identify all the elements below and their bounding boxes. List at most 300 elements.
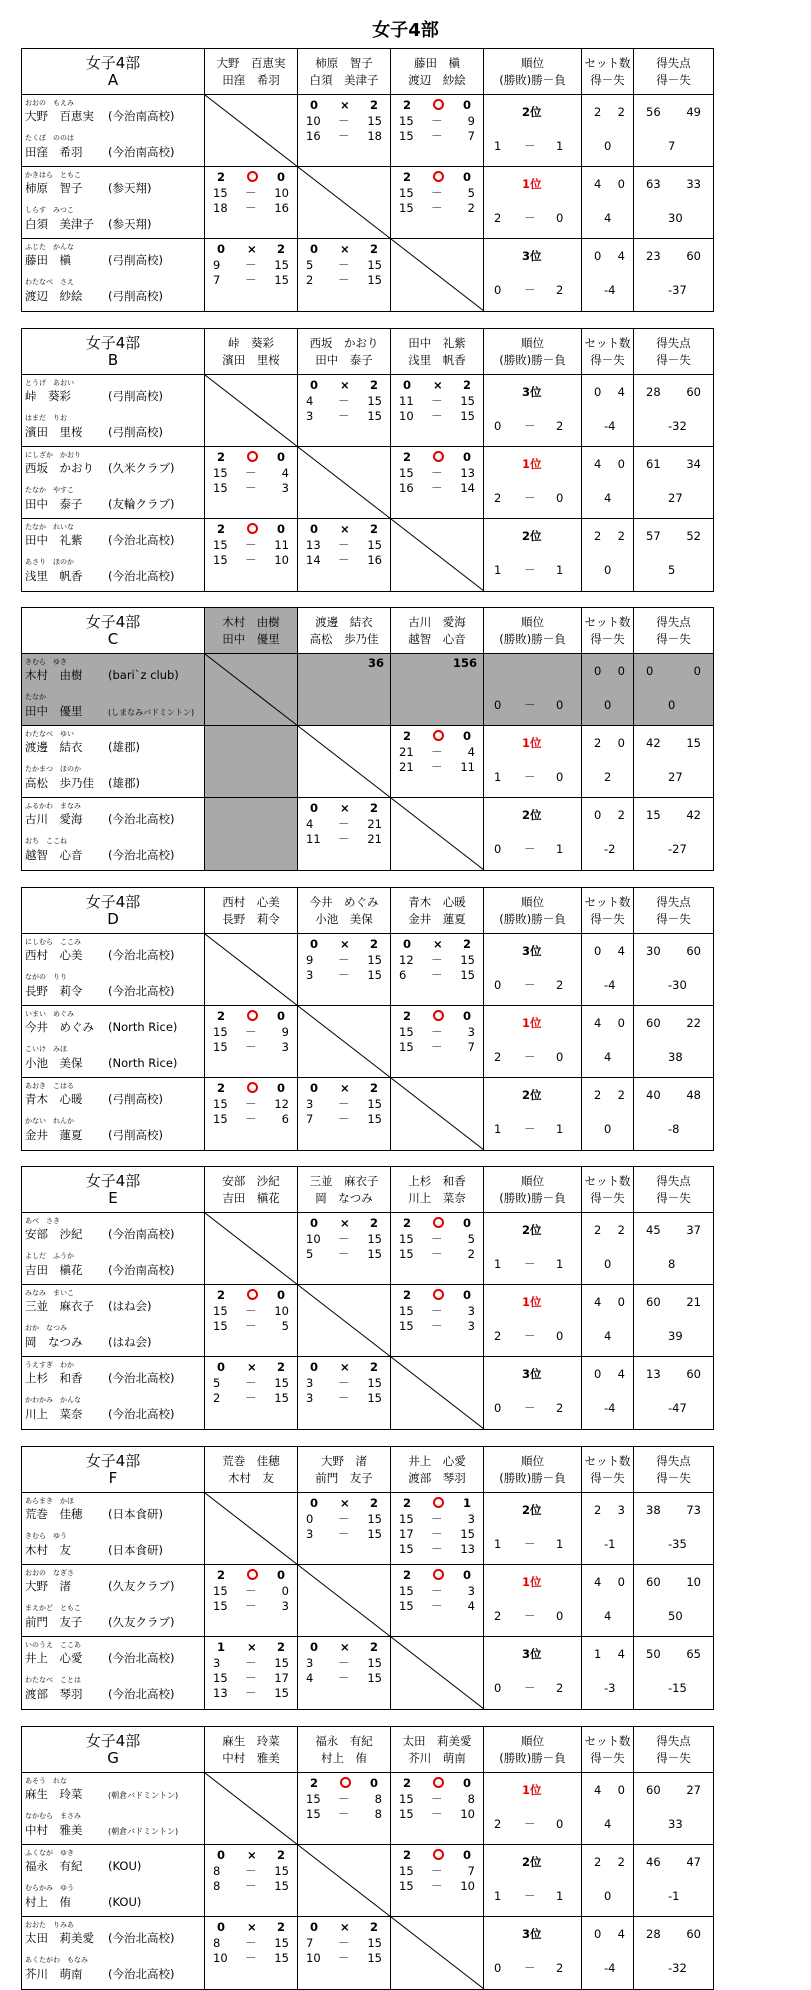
game-score-own: 15 xyxy=(399,1807,414,1821)
game-score-opp: 15 xyxy=(274,1376,289,1390)
set-score-opp: 2 xyxy=(369,801,378,815)
game-dash: － xyxy=(245,1319,257,1333)
game-score-own: 15 xyxy=(399,1025,414,1039)
pair-cell xyxy=(22,1845,205,1917)
group-title-cell xyxy=(22,1447,205,1493)
game-dash: － xyxy=(431,1512,443,1526)
set-score-opp: 2 xyxy=(369,1360,378,1374)
game-score-opp: 9 xyxy=(281,1025,289,1039)
game-dash: － xyxy=(431,1864,443,1878)
game-dash: － xyxy=(431,1807,443,1821)
diagonal-stroke xyxy=(205,375,297,446)
record-dash: － xyxy=(524,139,536,153)
furigana-2: たくぼ ののは xyxy=(25,134,74,142)
set-score-opp: 2 xyxy=(369,1216,378,1230)
opponent-name-2: 小池 美保 xyxy=(315,911,373,926)
match-result xyxy=(298,654,391,726)
game-score-opp: 15 xyxy=(367,1391,382,1405)
game-score-opp: 7 xyxy=(467,1040,475,1054)
set-score-own: 2 xyxy=(217,1009,226,1023)
game-dash: － xyxy=(338,1376,350,1390)
opponent-name-2: 白須 美津子 xyxy=(309,72,379,87)
opponent-name-1: 西村 心美 xyxy=(222,894,280,909)
furigana-1: あそう れな xyxy=(25,1777,67,1785)
game-score-own: 2 xyxy=(213,1391,221,1405)
win-circle-icon xyxy=(433,1217,444,1228)
points-against: 49 xyxy=(686,105,701,119)
set-score-opp: 2 xyxy=(276,1920,285,1934)
game-score-opp: 15 xyxy=(367,1527,382,1541)
sets-diff: 4 xyxy=(604,1817,612,1831)
wins-count: 1 xyxy=(494,1537,502,1551)
diagonal-stroke xyxy=(205,1773,297,1844)
losses-count: 2 xyxy=(556,1401,564,1415)
game-dash: － xyxy=(338,114,350,128)
player-name-1: 青木 心暖 xyxy=(25,1092,83,1106)
loss-mark: × xyxy=(247,1920,257,1934)
furigana-2: ながの りり xyxy=(25,973,67,981)
points-for: 28 xyxy=(646,385,661,399)
set-score-own: 2 xyxy=(403,1216,412,1230)
game-score-own: 5 xyxy=(213,1376,221,1390)
diagonal-stroke xyxy=(205,654,297,725)
wins-count: 0 xyxy=(494,698,502,712)
team-name-1: (bari`z club) xyxy=(108,668,179,682)
match-result xyxy=(298,934,391,1006)
sets-won: 0 xyxy=(594,944,602,958)
loss-mark: × xyxy=(340,522,350,536)
group-title-cell xyxy=(22,1727,205,1773)
set-score-own: 0 xyxy=(310,1360,319,1374)
win-circle-icon xyxy=(247,1082,258,1093)
points-for: 45 xyxy=(646,1223,661,1237)
sets-header xyxy=(582,49,634,95)
set-score-opp: 0 xyxy=(462,1009,471,1023)
game-dash: － xyxy=(245,481,257,495)
loss-mark: × xyxy=(247,1640,257,1654)
rank-header-bottom: (勝敗)勝－負 xyxy=(499,72,566,87)
opponent-header xyxy=(298,49,391,95)
game-score-own: 7 xyxy=(306,1112,314,1126)
player-name-1: 西村 心美 xyxy=(25,948,83,962)
opponent-name-2: 中村 雅美 xyxy=(222,1750,280,1765)
points-against: 60 xyxy=(686,385,701,399)
sets-header xyxy=(582,608,634,654)
sets-diff: -1 xyxy=(604,1537,616,1551)
opponent-header xyxy=(298,329,391,375)
game-dash: － xyxy=(431,1040,443,1054)
game-score-opp: 15 xyxy=(367,1112,382,1126)
game-dash: － xyxy=(245,466,257,480)
player-name-2: 金井 蓮夏 xyxy=(25,1128,83,1142)
opponent-header xyxy=(205,888,298,934)
wins-count: 2 xyxy=(494,491,502,505)
opponent-name-2: 濱田 里桜 xyxy=(222,352,280,367)
points-against: 60 xyxy=(686,249,701,263)
diagonal-line xyxy=(298,1845,390,1916)
record-dash: － xyxy=(524,283,536,297)
rank-cell xyxy=(484,519,582,591)
losses-count: 0 xyxy=(556,211,564,225)
sets-lost: 4 xyxy=(617,1647,625,1661)
points-diff: 5 xyxy=(668,563,676,577)
game-score-own: 15 xyxy=(213,466,228,480)
group-table xyxy=(21,607,714,871)
opponent-name-1: 太田 莉美愛 xyxy=(402,1733,472,1748)
game-score-own: 3 xyxy=(213,1656,221,1670)
team-name-1: (日本食研) xyxy=(108,1507,163,1521)
points-for: 63 xyxy=(646,177,661,191)
record-dash: － xyxy=(524,1329,536,1343)
rank-text: 3位 xyxy=(522,249,542,263)
rank-text: 3位 xyxy=(522,1367,542,1381)
game-dash: － xyxy=(245,201,257,215)
rank-cell xyxy=(484,375,582,447)
game-score-own: 3 xyxy=(306,968,314,982)
group-title: 女子4部 xyxy=(85,53,141,72)
set-score-opp: 2 xyxy=(276,1640,285,1654)
group-title: 女子4部 xyxy=(85,1171,141,1190)
match-result xyxy=(391,167,484,239)
team-name-1: (今治北高校) xyxy=(108,1931,175,1945)
sets-diff: 0 xyxy=(604,563,612,577)
points-cell xyxy=(634,1637,713,1709)
sets-lost: 2 xyxy=(617,1855,625,1869)
rank-cell xyxy=(484,239,582,311)
game-score-own: 7 xyxy=(306,1936,314,1950)
set-score-opp: 0 xyxy=(462,729,471,743)
sets-cell xyxy=(582,447,634,519)
match-result xyxy=(205,1845,298,1917)
pair-cell xyxy=(22,1078,205,1150)
game-score-opp: 11 xyxy=(274,538,289,552)
match-result xyxy=(298,375,391,447)
game-dash: － xyxy=(245,1936,257,1950)
opponent-header xyxy=(391,49,484,95)
sets-header-bottom: 得－失 xyxy=(590,631,625,646)
points-cell xyxy=(634,1357,713,1429)
game-score-opp: 15 xyxy=(274,1951,289,1965)
losses-count: 2 xyxy=(556,1681,564,1695)
team-name-1: (今治北高校) xyxy=(108,948,175,962)
game-score-opp: 4 xyxy=(281,466,289,480)
group-title: 女子4部 xyxy=(85,892,141,911)
furigana-2: わたなべ ことは xyxy=(25,1676,81,1684)
pair-cell xyxy=(22,1357,205,1429)
rank-header xyxy=(484,49,582,95)
furigana-2: はまだ りお xyxy=(25,414,67,422)
diagonal-line xyxy=(391,239,483,311)
game-score-opp: 7 xyxy=(467,129,475,143)
win-circle-icon xyxy=(433,1289,444,1300)
furigana-1: ふるかわ まなみ xyxy=(25,802,81,810)
points-header-bottom: 得－失 xyxy=(656,352,691,367)
game-score-own: 16 xyxy=(399,481,414,495)
points-diff: -1 xyxy=(668,1889,680,1903)
furigana-2: わたなべ さえ xyxy=(25,278,74,286)
team-name-2: (参天翔) xyxy=(108,217,152,231)
player-name-1: 麻生 玲菜 xyxy=(25,1787,83,1801)
pair-cell xyxy=(22,1637,205,1709)
set-score-own: 0 xyxy=(310,1216,319,1230)
diagonal-cell xyxy=(391,1357,484,1429)
player-name-2: 芥川 萌南 xyxy=(25,1967,83,1981)
team-name-1: (今治北高校) xyxy=(108,1371,175,1385)
game-score-own: 10 xyxy=(306,114,321,128)
game-score-opp: 9 xyxy=(467,114,475,128)
furigana-2: むらかみ ゆう xyxy=(25,1884,74,1892)
game-score-own: 15 xyxy=(213,1671,228,1685)
opponent-header xyxy=(391,888,484,934)
set-score-own: 2 xyxy=(403,1009,412,1023)
furigana-1: あらまき かほ xyxy=(25,1497,74,1505)
points-header xyxy=(634,1727,713,1773)
losses-count: 1 xyxy=(556,1257,564,1271)
points-header-bottom: 得－失 xyxy=(656,911,691,926)
team-name-1: (今治北高校) xyxy=(108,533,175,547)
pair-cell xyxy=(22,167,205,239)
sets-diff: -4 xyxy=(604,1961,616,1975)
sets-lost: 4 xyxy=(617,385,625,399)
player-name-2: 濱田 里桜 xyxy=(25,425,83,439)
points-cell xyxy=(634,1078,713,1150)
diagonal-line xyxy=(205,1773,297,1844)
game-score-own: 2 xyxy=(306,273,314,287)
game-dash: － xyxy=(431,1879,443,1893)
points-cell xyxy=(634,95,713,167)
sets-cell xyxy=(582,654,634,726)
set-score-own: 0 xyxy=(310,937,319,951)
rank-text: 2位 xyxy=(522,808,542,822)
group-letter: A xyxy=(107,70,119,89)
set-score-opp: 2 xyxy=(276,1848,285,1862)
wins-count: 1 xyxy=(494,563,502,577)
sets-header-bottom: 得－失 xyxy=(590,352,625,367)
sets-won: 1 xyxy=(594,1647,602,1661)
losses-count: 1 xyxy=(556,139,564,153)
loss-mark: × xyxy=(340,801,350,815)
wins-count: 0 xyxy=(494,1681,502,1695)
game-dash: － xyxy=(245,1686,257,1700)
game-dash: － xyxy=(431,394,443,408)
match-result xyxy=(205,239,298,311)
rank-text: 2位 xyxy=(522,105,542,119)
losses-count: 1 xyxy=(556,563,564,577)
team-name-1: (弓削高校) xyxy=(108,389,163,403)
wins-count: 1 xyxy=(494,1257,502,1271)
group-letter: C xyxy=(107,629,119,648)
wins-count: 1 xyxy=(494,139,502,153)
rank-header-bottom: (勝敗)勝－負 xyxy=(499,1190,566,1205)
win-circle-icon xyxy=(433,171,444,182)
sets-diff: 4 xyxy=(604,1609,612,1623)
game-dash: － xyxy=(245,186,257,200)
match-result xyxy=(298,1213,391,1285)
game-dash: － xyxy=(338,1951,350,1965)
points-for: 60 xyxy=(646,1295,661,1309)
player-name-1: 峠 葵彩 xyxy=(25,389,71,403)
team-name-2: (はね会) xyxy=(108,1335,152,1349)
game-score-opp: 8 xyxy=(467,1792,475,1806)
sets-header-top: セット数 xyxy=(584,1733,631,1748)
points-cell xyxy=(634,934,713,1006)
set-score-own: 0 xyxy=(217,1920,226,1934)
set-score-opp: 0 xyxy=(462,1776,471,1790)
game-score-opp: 15 xyxy=(460,953,475,967)
diagonal-line xyxy=(205,1493,297,1564)
sets-header xyxy=(582,1727,634,1773)
rank-cell xyxy=(484,1773,582,1845)
opponent-name-1: 古川 愛海 xyxy=(408,614,466,629)
opponent-name-1: 西坂 かおり xyxy=(309,335,379,350)
win-circle-icon xyxy=(433,1569,444,1580)
points-for: 61 xyxy=(646,457,661,471)
player-name-2: 越智 心音 xyxy=(25,848,83,862)
game-score-opp: 21 xyxy=(367,832,382,846)
furigana-1: おおの もえみ xyxy=(25,99,74,107)
match-result xyxy=(205,1637,298,1709)
rank-text: 1位 xyxy=(522,1295,542,1309)
game-dash: － xyxy=(338,1512,350,1526)
rank-text: 1位 xyxy=(522,1783,542,1797)
set-score-opp: 2 xyxy=(462,378,471,392)
furigana-2: こいけ みほ xyxy=(25,1045,67,1053)
points-for: 50 xyxy=(646,1647,661,1661)
rank-header-bottom: (勝敗)勝－負 xyxy=(499,911,566,926)
team-name-1: (North Rice) xyxy=(108,1020,178,1034)
player-name-2: 木村 友 xyxy=(25,1543,71,1557)
opponent-name-2: 金井 蓮夏 xyxy=(408,911,466,926)
game-score-own: 15 xyxy=(213,1097,228,1111)
points-diff: -35 xyxy=(668,1537,687,1551)
match-result xyxy=(205,1917,298,1989)
win-circle-icon xyxy=(247,1569,258,1580)
points-against: 42 xyxy=(686,808,701,822)
player-name-1: 渡邊 結衣 xyxy=(25,740,83,754)
game-score-opp: 15 xyxy=(274,1656,289,1670)
diagonal-stroke xyxy=(391,1357,483,1429)
game-dash: － xyxy=(431,201,443,215)
set-score-own: 0 xyxy=(310,378,319,392)
game-dash: － xyxy=(245,1376,257,1390)
game-score-opp: 12 xyxy=(274,1097,289,1111)
sets-won: 2 xyxy=(594,1088,602,1102)
rank-text: 2位 xyxy=(522,1855,542,1869)
losses-count: 0 xyxy=(556,1050,564,1064)
set-score-opp: 2 xyxy=(369,522,378,536)
win-circle-icon xyxy=(247,1010,258,1021)
opponent-header xyxy=(298,1447,391,1493)
set-score-opp: 1 xyxy=(462,1496,471,1510)
rank-cell xyxy=(484,447,582,519)
match-result xyxy=(391,375,484,447)
win-circle-icon xyxy=(433,1849,444,1860)
sets-header-top: セット数 xyxy=(584,894,631,909)
sets-diff: -4 xyxy=(604,978,616,992)
losses-count: 0 xyxy=(556,1329,564,1343)
game-dash: － xyxy=(338,273,350,287)
game-dash: － xyxy=(338,409,350,423)
game-score-own: 15 xyxy=(399,1864,414,1878)
loss-mark: × xyxy=(340,378,350,392)
loss-mark: × xyxy=(247,242,257,256)
game-dash: － xyxy=(338,832,350,846)
game-dash: － xyxy=(245,1599,257,1613)
game-score-opp: 3 xyxy=(281,1040,289,1054)
set-score-own: 0 xyxy=(310,522,319,536)
diagonal-stroke xyxy=(298,1285,390,1356)
player-name-1: 柿原 智子 xyxy=(25,181,83,195)
game-dash: － xyxy=(431,1542,443,1556)
diagonal-cell xyxy=(298,1845,391,1917)
team-name-2: (North Rice) xyxy=(108,1056,178,1070)
game-dash: － xyxy=(245,258,257,272)
points-for: 23 xyxy=(646,249,661,263)
game-dash: － xyxy=(338,1936,350,1950)
sets-diff: 2 xyxy=(604,770,612,784)
furigana-1: ふじた かんな xyxy=(25,243,74,251)
sets-lost: 0 xyxy=(617,1016,625,1030)
opponent-header xyxy=(205,1727,298,1773)
set-score-opp: 2 xyxy=(369,242,378,256)
game-score-own: 15 xyxy=(399,201,414,215)
diagonal-line xyxy=(391,519,483,591)
diagonal-line xyxy=(298,447,390,518)
rank-text: 1位 xyxy=(522,177,542,191)
player-name-2: 小池 美保 xyxy=(25,1056,83,1070)
match-result xyxy=(205,798,298,870)
game-score-own: 15 xyxy=(213,538,228,552)
furigana-1: うえすぎ わか xyxy=(25,1361,74,1369)
set-score-own: 0 xyxy=(403,937,412,951)
set-score-own: 2 xyxy=(403,98,412,112)
loss-mark: × xyxy=(340,1360,350,1374)
loss-mark: × xyxy=(340,1920,350,1934)
game-score-own: 15 xyxy=(399,1232,414,1246)
player-name-1: 木村 由樹 xyxy=(25,668,83,682)
win-circle-icon xyxy=(247,1289,258,1300)
sets-won: 2 xyxy=(594,105,602,119)
points-diff: -15 xyxy=(668,1681,687,1695)
game-score-opp: 15 xyxy=(274,1879,289,1893)
game-score-opp: 10 xyxy=(460,1879,475,1893)
opponent-name-2: 芥川 萌南 xyxy=(408,1750,466,1765)
game-score-opp: 15 xyxy=(274,1864,289,1878)
rank-cell xyxy=(484,1213,582,1285)
game-score-opp: 15 xyxy=(367,953,382,967)
opponent-name-1: 木村 由樹 xyxy=(222,614,280,629)
sets-diff: 0 xyxy=(604,1257,612,1271)
pair-cell xyxy=(22,798,205,870)
game-score-opp: 2 xyxy=(467,201,475,215)
opponent-name-2: 田窪 希羽 xyxy=(222,72,280,87)
opponent-name-2: 田中 優里 xyxy=(222,631,280,646)
diagonal-stroke xyxy=(391,1078,483,1150)
loss-mark: × xyxy=(340,1640,350,1654)
game-score-own: 15 xyxy=(399,466,414,480)
rank-text: 2位 xyxy=(522,1088,542,1102)
game-score-own: 6 xyxy=(399,968,407,982)
losses-count: 1 xyxy=(556,1537,564,1551)
match-result xyxy=(205,519,298,591)
team-name-2: (今治北高校) xyxy=(108,1687,175,1701)
points-header xyxy=(634,329,713,375)
sets-lost: 2 xyxy=(617,1088,625,1102)
match-result xyxy=(205,1078,298,1150)
sets-cell xyxy=(582,1773,634,1845)
opponent-header xyxy=(391,1447,484,1493)
rank-cell xyxy=(484,95,582,167)
